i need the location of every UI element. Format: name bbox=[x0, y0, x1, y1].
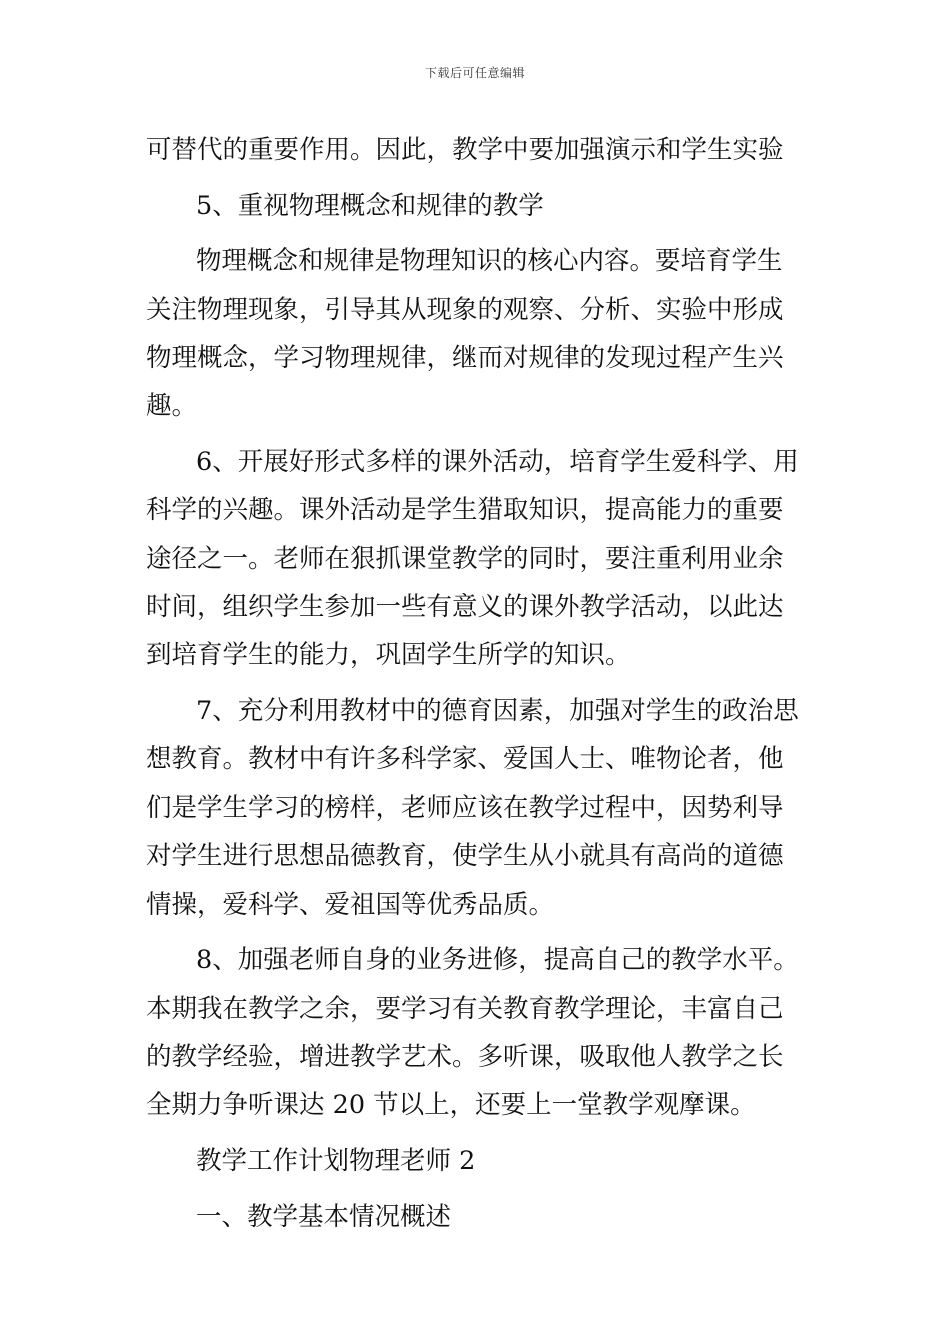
text-line: 的教学经验，增进教学艺术。多听课，吸取他人教学之长 bbox=[146, 1041, 784, 1072]
text-line: 一、教学基本情况概述 bbox=[196, 1201, 452, 1232]
text-line: 物理概念和规律是物理知识的核心内容。要培育学生 bbox=[196, 246, 783, 277]
text-line: 7、充分利用教材中的德育因素，加强对学生的政治思 bbox=[196, 696, 799, 727]
text-line: 想教育。教材中有许多科学家、爱国人士、唯物论者，他 bbox=[146, 744, 784, 775]
text-line: 对学生进行思想品德教育，使学生从小就具有高尚的道德 bbox=[146, 841, 784, 872]
text-line: 物理概念，学习物理规律，继而对规律的发现过程产生兴 bbox=[146, 342, 784, 373]
text-line: 到培育学生的能力，巩固学生所学的知识。 bbox=[146, 640, 631, 671]
text-line: 时间，组织学生参加一些有意义的课外教学活动，以此达 bbox=[146, 592, 784, 623]
text-line: 关注物理现象，引导其从现象的观察、分析、实验中形成 bbox=[146, 294, 784, 325]
document-body bbox=[146, 126, 811, 1241]
text-line: 本期我在教学之余，要学习有关教育教学理论，丰富自己 bbox=[146, 993, 784, 1024]
text-line: 6、开展好形式多样的课外活动，培育学生爱科学、用 bbox=[196, 446, 799, 477]
text-line: 科学的兴趣。课外活动是学生猎取知识，提高能力的重要 bbox=[146, 495, 784, 526]
text-line: 趣。 bbox=[146, 391, 198, 422]
text-line: 们是学生学习的榜样，老师应该在教学过程中，因势利导 bbox=[146, 792, 784, 823]
text-line: 情操，爱科学、爱祖国等优秀品质。 bbox=[146, 889, 555, 920]
text-line: 教学工作计划物理老师 2 bbox=[196, 1145, 476, 1176]
text-line: 5、重视物理概念和规律的教学 bbox=[196, 190, 544, 221]
page-header: 下载后可任意编辑 bbox=[424, 66, 525, 80]
text-line: 可替代的重要作用。因此，教学中要加强演示和学生实验 bbox=[146, 135, 784, 165]
text-line: 途径之一。老师在狠抓课堂教学的同时，要注重利用业余 bbox=[146, 543, 784, 574]
text-line: 8、加强老师自身的业务进修，提高自己的教学水平。 bbox=[196, 945, 799, 976]
text-line: 全期力争听课达 20 节以上，还要上一堂教学观摩课。 bbox=[146, 1090, 756, 1121]
